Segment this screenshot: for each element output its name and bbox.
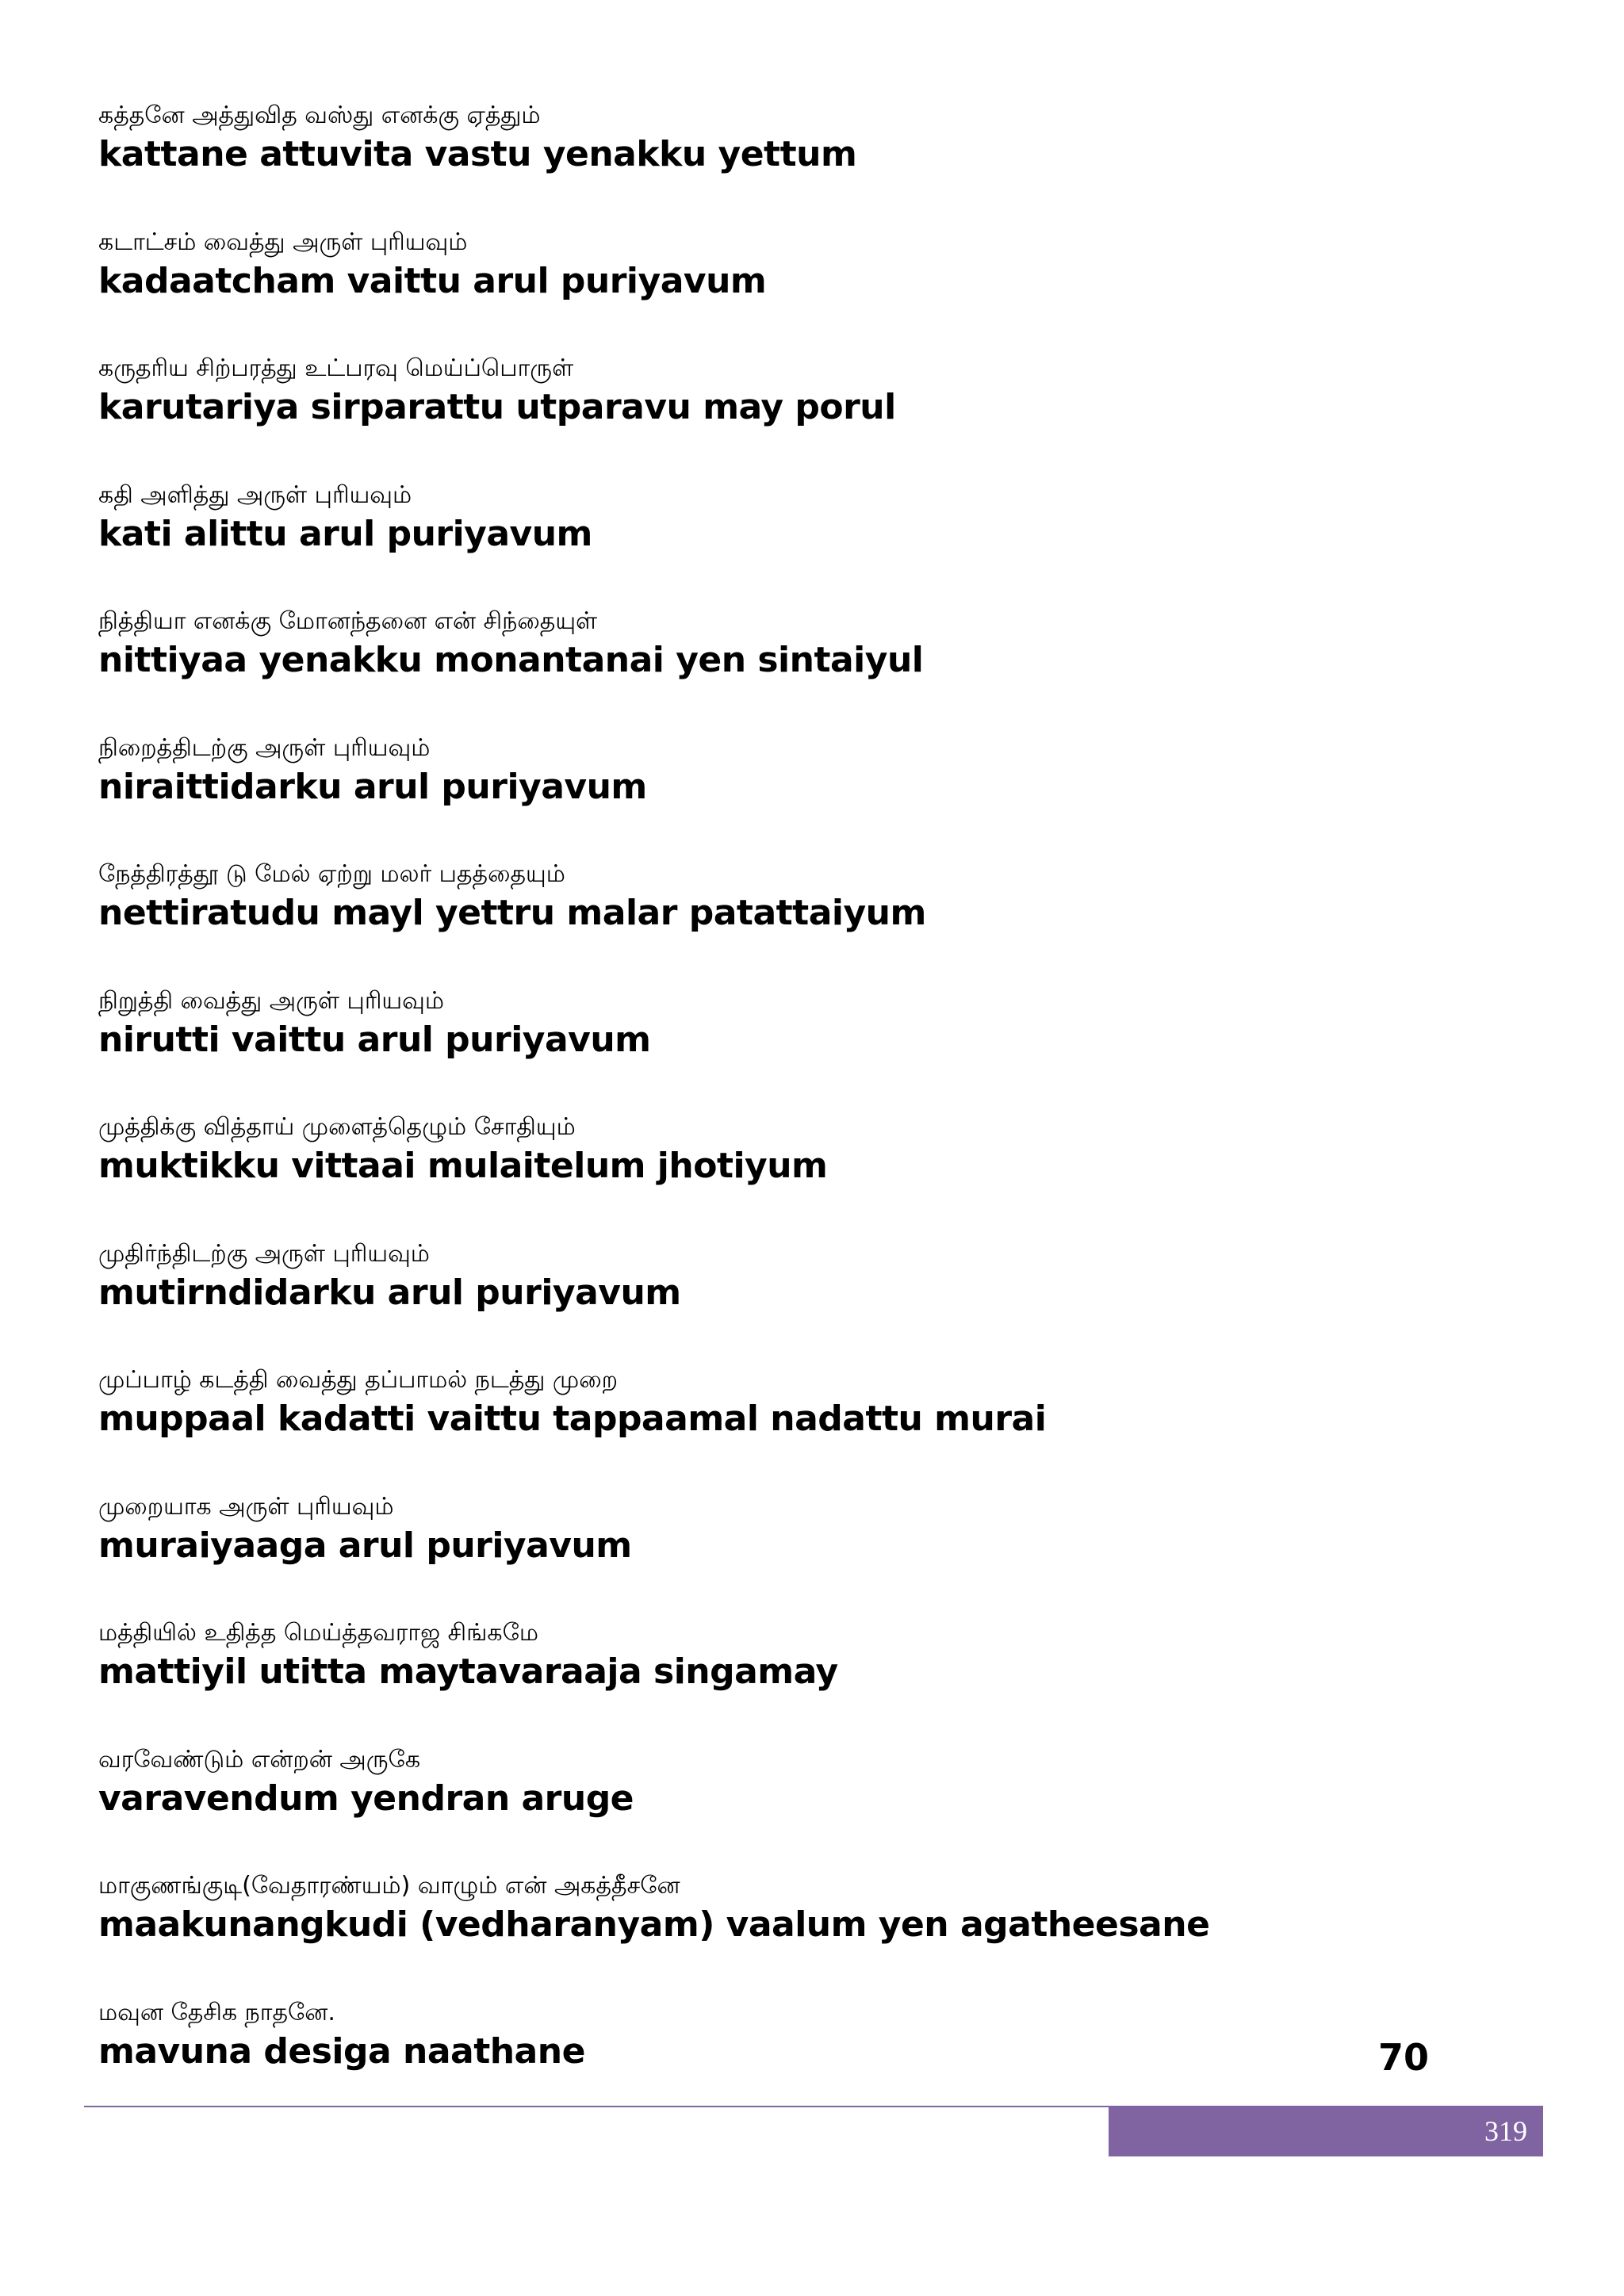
transliteration-line: maakunangkudi (vedharanyam) vaalum yen agatheesane (98, 1904, 1210, 1945)
tamil-line: மத்தியில் உதித்த மெய்த்தவராஜ சிங்கமே (98, 1619, 539, 1647)
verse-line (98, 100, 1446, 227)
verse-line (98, 985, 1446, 1112)
tamil-line: நித்தியா எனக்கு மோனந்தனை என் சிந்தையுள் (98, 607, 598, 635)
transliteration-line: nittiyaa yenakku monantanai yen sintaiyul (98, 640, 924, 680)
verse-line (98, 1364, 1446, 1491)
tamil-line: நேத்திரத்தூ டு மேல் ஏற்று மலர் பதத்தையும் (98, 860, 565, 888)
transliteration-line: mattiyil utitta maytavaraaja singamay (98, 1651, 838, 1692)
transliteration-line: muppaal kadatti vaittu tappaamal nadattu murai (98, 1399, 1047, 1439)
tamil-line: முப்பாழ் கடத்தி வைத்து தப்பாமல் நடத்து முறை (98, 1366, 619, 1394)
verse-line (98, 859, 1446, 985)
transliteration-line: kattane attuvita vastu yenakku yettum (98, 134, 857, 174)
verse-line (98, 1744, 1446, 1871)
verse-list (98, 100, 1446, 2123)
transliteration-line: varavendum yendran aruge (98, 1777, 634, 1819)
tamil-line: முதிர்ந்திடற்கு அருள் புரியவும் (98, 1239, 430, 1268)
verse-line (98, 1112, 1446, 1238)
verse-line (98, 480, 1446, 607)
page-number-box (1109, 2107, 1543, 2156)
verse-line (98, 1617, 1446, 1744)
verse-line (98, 1870, 1446, 1997)
transliteration-line: muraiyaaga arul puriyavum (98, 1525, 632, 1566)
tamil-line: மாகுணங்குடி(வேதாரண்யம்) வாழும் என் அகத்தீசனே (98, 1872, 680, 1900)
transliteration-line: muktikku vittaai mulaitelum jhotiyum (98, 1146, 828, 1186)
verse-number: 70 (1378, 2036, 1430, 2079)
transliteration-line: niraittidarku arul puriyavum (98, 766, 647, 807)
verse-line (98, 1997, 1446, 2124)
transliteration-line: mutirndidarku arul puriyavum (98, 1272, 681, 1313)
transliteration-line: kati alittu arul puriyavum (98, 513, 592, 554)
tamil-line: கதி அளித்து அருள் புரியவும் (98, 480, 412, 509)
tamil-line: நிறுத்தி வைத்து அருள் புரியவும் (98, 986, 445, 1015)
tamil-line: நிறைத்திடற்கு அருள் புரியவும் (98, 733, 431, 762)
tamil-line: கடாட்சம் வைத்து அருள் புரியவும் (98, 228, 468, 256)
verse-line (98, 227, 1446, 354)
transliteration-line: nirutti vaittu arul puriyavum (98, 1019, 651, 1060)
verse-line (98, 1238, 1446, 1365)
tamil-line: வரவேண்டும் என்றன் அருகே (98, 1745, 421, 1774)
tamil-line: மவுன தேசிக நாதனே. (98, 1998, 335, 2026)
page-number: 319 (1484, 2115, 1527, 2147)
verse-line (98, 353, 1446, 480)
transliteration-line: kadaatcham vaittu arul puriyavum (98, 260, 767, 301)
tamil-line: முறையாக அருள் புரியவும் (98, 1492, 394, 1521)
verse-line (98, 1491, 1446, 1618)
transliteration-line: mavuna desiga naathane (98, 2030, 585, 2072)
transliteration-line: nettiratudu mayl yettru malar patattaiyum (98, 893, 926, 933)
verse-line (98, 733, 1446, 859)
tamil-line: கருதரிய சிற்பரத்து உட்பரவு மெய்ப்பொருள் (98, 354, 574, 382)
tamil-line: முத்திக்கு வித்தாய் முளைத்தெழும் சோதியும் (98, 1113, 576, 1141)
tamil-line: கத்தனே அத்துவித வஸ்து எனக்கு ஏத்தும் (98, 101, 541, 129)
transliteration-line: karutariya sirparattu utparavu may porul (98, 387, 896, 427)
verse-line (98, 606, 1446, 733)
